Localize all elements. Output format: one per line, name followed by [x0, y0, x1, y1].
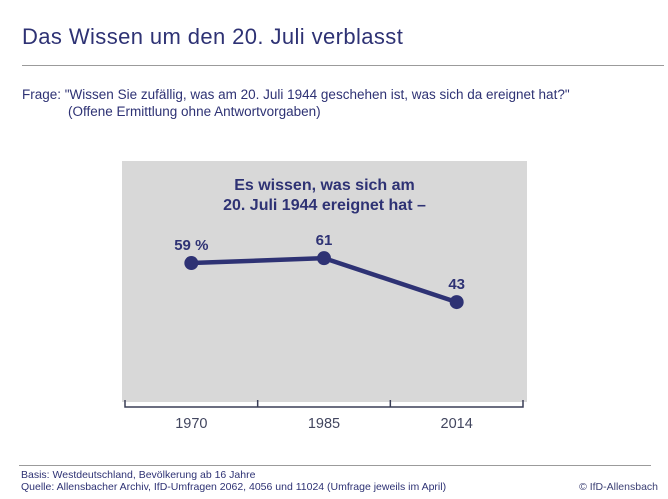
- chart-title-line-2: 20. Juli 1944 ereignet hat –: [223, 197, 426, 214]
- point-label: 43: [448, 276, 466, 294]
- data-point: [317, 251, 331, 265]
- x-tick-label: 1985: [307, 416, 341, 432]
- question-block: [22, 86, 570, 120]
- x-tick-label: 1970: [175, 416, 208, 432]
- data-point: [184, 256, 198, 270]
- footer-divider: [19, 465, 651, 466]
- point-label: 59 %: [174, 237, 209, 255]
- chart-title-line-1: Es wissen, was sich am: [234, 177, 415, 194]
- footer-source: Quelle: Allensbacher Archiv, IfD-Umfragen 2062, 4056 und 11024 (Umfrage jeweils im April): [21, 481, 447, 493]
- question-line-2: (Offene Ermittlung ohne Antwortvorgaben): [68, 104, 321, 119]
- line-chart: [122, 161, 527, 439]
- x-tick-label: 2014: [440, 416, 473, 432]
- x-axis: [125, 400, 523, 407]
- point-label: 61: [315, 232, 333, 250]
- footer-copyright: © IfD-Allensbach: [579, 481, 658, 493]
- page-title: Das Wissen um den 20. Juli verblasst: [22, 24, 404, 49]
- data-point: [450, 295, 464, 309]
- footer-basis: Basis: Westdeutschland, Bevölkerung ab 16 Jahre: [21, 469, 256, 481]
- header-divider: [22, 65, 664, 66]
- question-line-1: Frage: "Wissen Sie zufällig, was am 20. Juli 1944 geschehen ist, was sich da ereignet hat?": [22, 87, 570, 102]
